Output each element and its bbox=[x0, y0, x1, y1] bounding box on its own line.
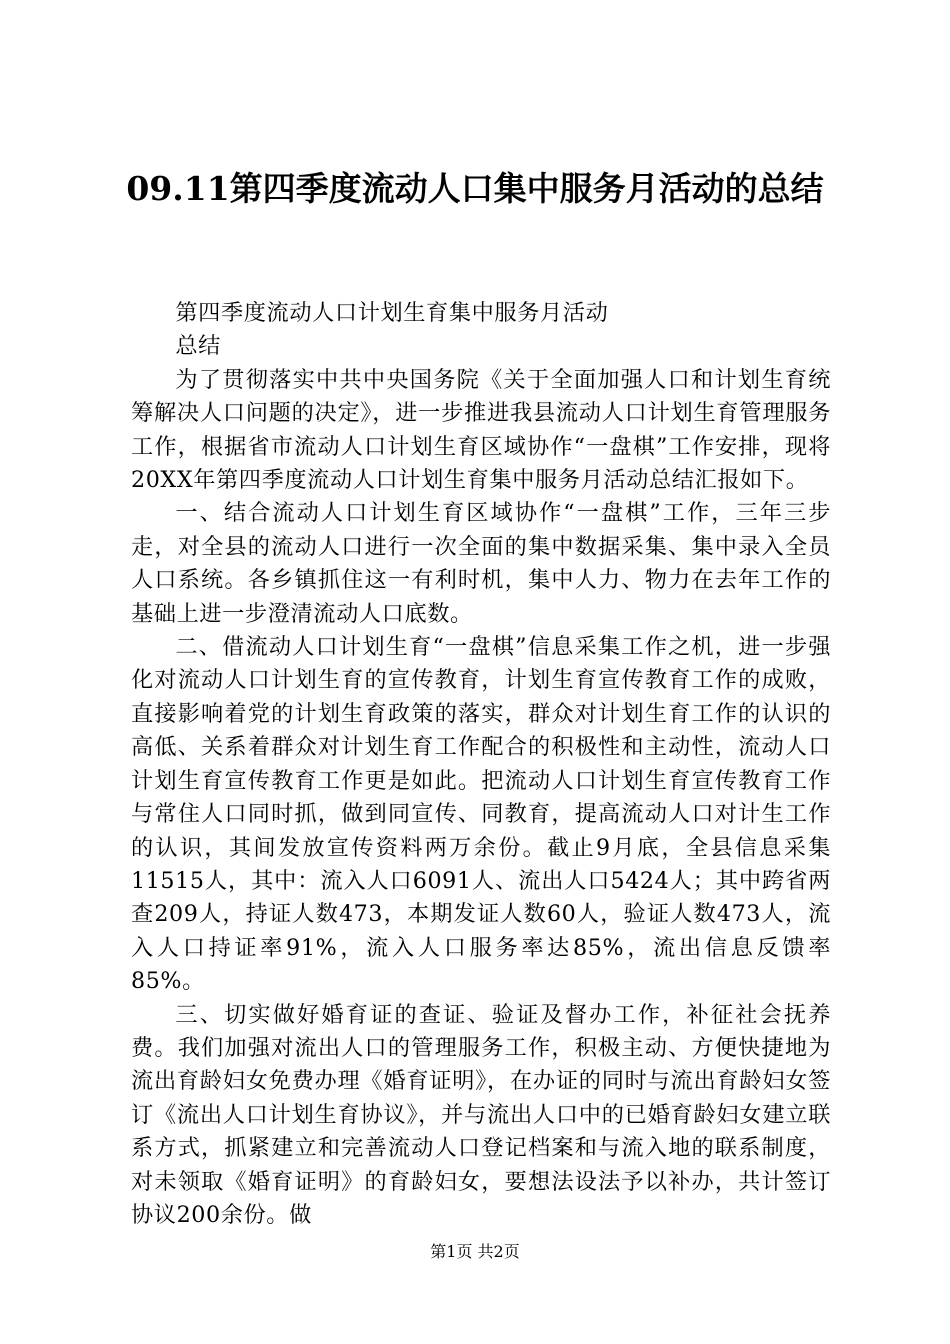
subtitle-line-1: 第四季度流动人口计划生育集中服务月活动 bbox=[175, 300, 609, 326]
document-title: 09.11第四季度流动人口集中服务月活动的总结 bbox=[126, 169, 824, 208]
paragraph-section-1: 一、结合流动人口计划生育区域协作“一盘棋”工作，三年三步走，对全县的流动人口进行一次全面的集中数据采集、集中录入全员人口系统。各乡镇抓住这一有利时机，集中人力、物力在去年工作的基础上进一步澄清流动人口底数。 bbox=[131, 500, 831, 627]
paragraph-intro: 为了贯彻落实中共中央国务院《关于全面加强人口和计划生育统筹解决人口问题的决定》，进一步推进我县流动人口计划生育管理服务工作，根据省市流动人口计划生育区域协作“一盘棋”工作安排，现将20XX年第四季度流动人口计划生育集中服务月活动总结汇报如下。 bbox=[131, 366, 831, 494]
document-body bbox=[131, 297, 831, 1232]
paragraph-section-2: 二、借流动人口计划生育“一盘棋”信息采集工作之机，进一步强化对流动人口计划生育的宣传教育，计划生育宣传教育工作的成败，直接影响着党的计划生育政策的落实，群众对计划生育工作的认识的高低、关系着群众对计划生育工作配合的积极性和主动性，流动人口计划生育宣传教育工作更是如此。把流动人口计划生育宣传教育工作与常住人口同时抓，做到同宣传、同教育，提高流动人口对计生工作的认识，其间发放宣传资料两万余份。截止9月底，全县信息采集11515人，其中：流入人口6091人、流出人口5424人；其中跨省两查209人，持证人数473，本期发证人数60人，验证人数473人，流入人口持证率91%，流入人口服务率达85%，流出信息反馈率85%。 bbox=[131, 634, 831, 995]
page-number-footer: 第1页 共2页 bbox=[430, 1242, 520, 1261]
paragraph-section-3: 三、切实做好婚育证的查证、验证及督办工作，补征社会抚养费。我们加强对流出人口的管理服务工作，积极主动、方便快捷地为流出育龄妇女免费办理《婚育证明》，在办证的同时与流出育龄妇女签订《流出人口计划生育协议》，并与流出人口中的已婚育龄妇女建立联系方式，抓紧建立和完善流动人口登记档案和与流入地的联系制度，对未领取《婚育证明》的育龄妇女，要想法设法予以补办，共计签订协议200余份。做 bbox=[131, 1001, 831, 1228]
subtitle-line-2: 总结 bbox=[175, 333, 221, 360]
